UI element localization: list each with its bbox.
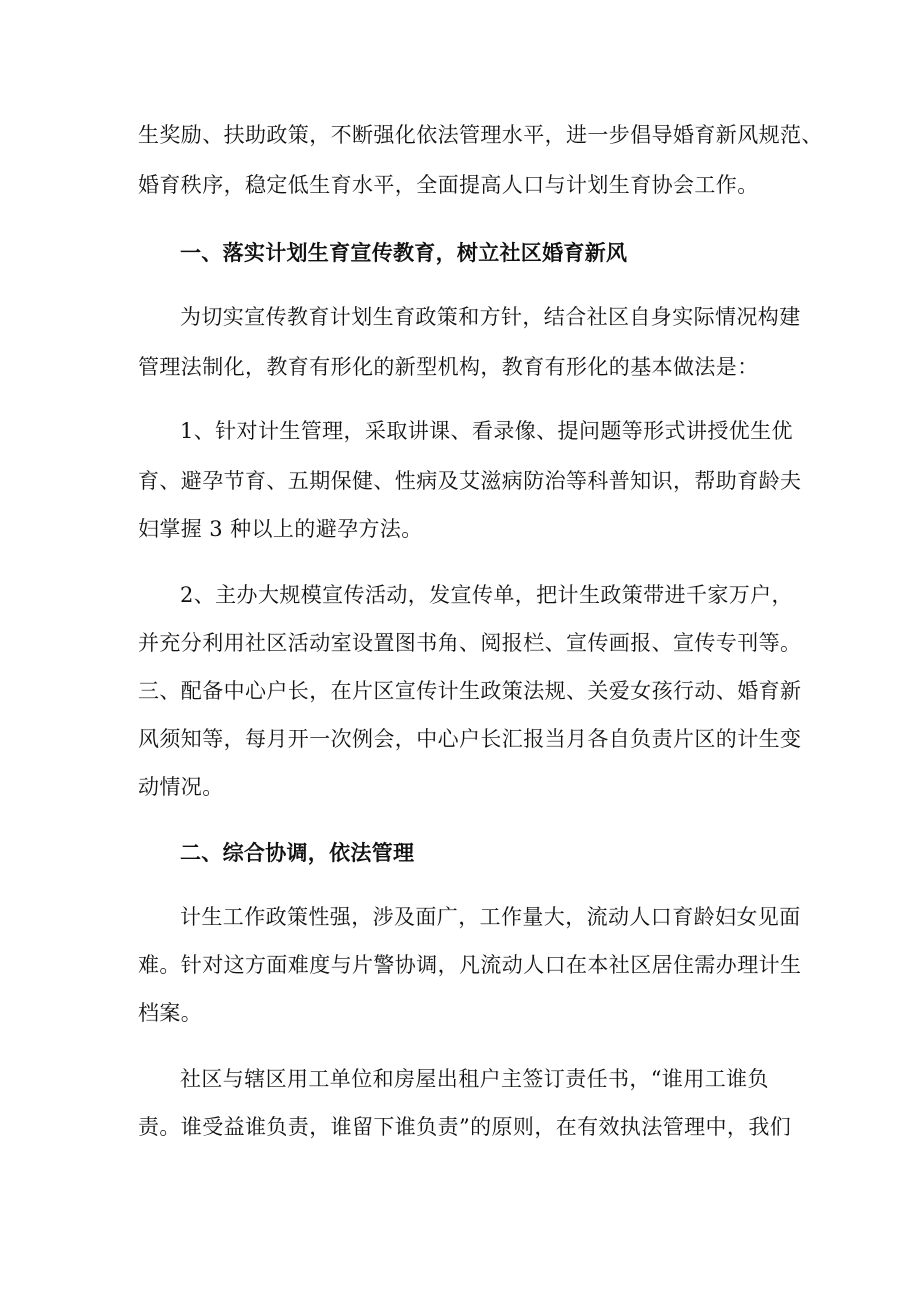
paragraph-line: 妇掌握 3 种以上的避孕方法。	[138, 517, 423, 541]
paragraph-line: 为切实宣传教育计划生育政策和方针，结合社区自身实际情况构建	[180, 305, 801, 329]
section-heading-2: 二、综合协调，依法管理	[180, 841, 415, 865]
paragraph-line: 责。谁受益谁负责，谁留下谁负责”的原则，在有效执法管理中，我们	[138, 1115, 792, 1139]
paragraph-line: 生奖励、扶助政策，不断强化依法管理水平，进一步倡导婚育新风规范、	[138, 123, 823, 147]
paragraph-line: 婚育秩序，稳定低生育水平，全面提高人口与计划生育协会工作。	[138, 173, 759, 197]
paragraph-line: 计生工作政策性强，涉及面广，工作量大，流动人口育龄妇女见面	[180, 905, 801, 929]
paragraph-line: 育、避孕节育、五期保健、性病及艾滋病防治等科普知识，帮助育龄夫	[138, 469, 802, 493]
paragraph-line: 三、配备中心户长，在片区宣传计生政策法规、关爱女孩行动、婚育新	[138, 679, 802, 703]
section-heading-1: 一、落实计划生育宣传教育，树立社区婚育新风	[180, 241, 628, 265]
paragraph-line: 管理法制化，教育有形化的新型机构，教育有形化的基本做法是：	[138, 355, 759, 379]
paragraph-line: 2、主办大规模宣传活动，发宣传单，把计生政策带进千家万户，	[180, 583, 793, 607]
paragraph-line: 社区与辖区用工单位和房屋出租户主签订责任书，“谁用工谁负	[180, 1067, 769, 1091]
paragraph-line: 档案。	[138, 1001, 203, 1025]
paragraph-line: 动情况。	[138, 775, 224, 799]
paragraph-line: 1、针对计生管理，采取讲课、看录像、提问题等形式讲授优生优	[180, 419, 793, 443]
paragraph-line: 并充分利用社区活动室设置图书角、阅报栏、宣传画报、宣传专刊等。	[138, 631, 802, 655]
paragraph-line: 难。针对这方面难度与片警协调，凡流动人口在本社区居住需办理计生	[138, 953, 802, 977]
paragraph-line: 风须知等，每月开一次例会，中心户长汇报当月各自负责片区的计生变	[138, 727, 802, 751]
